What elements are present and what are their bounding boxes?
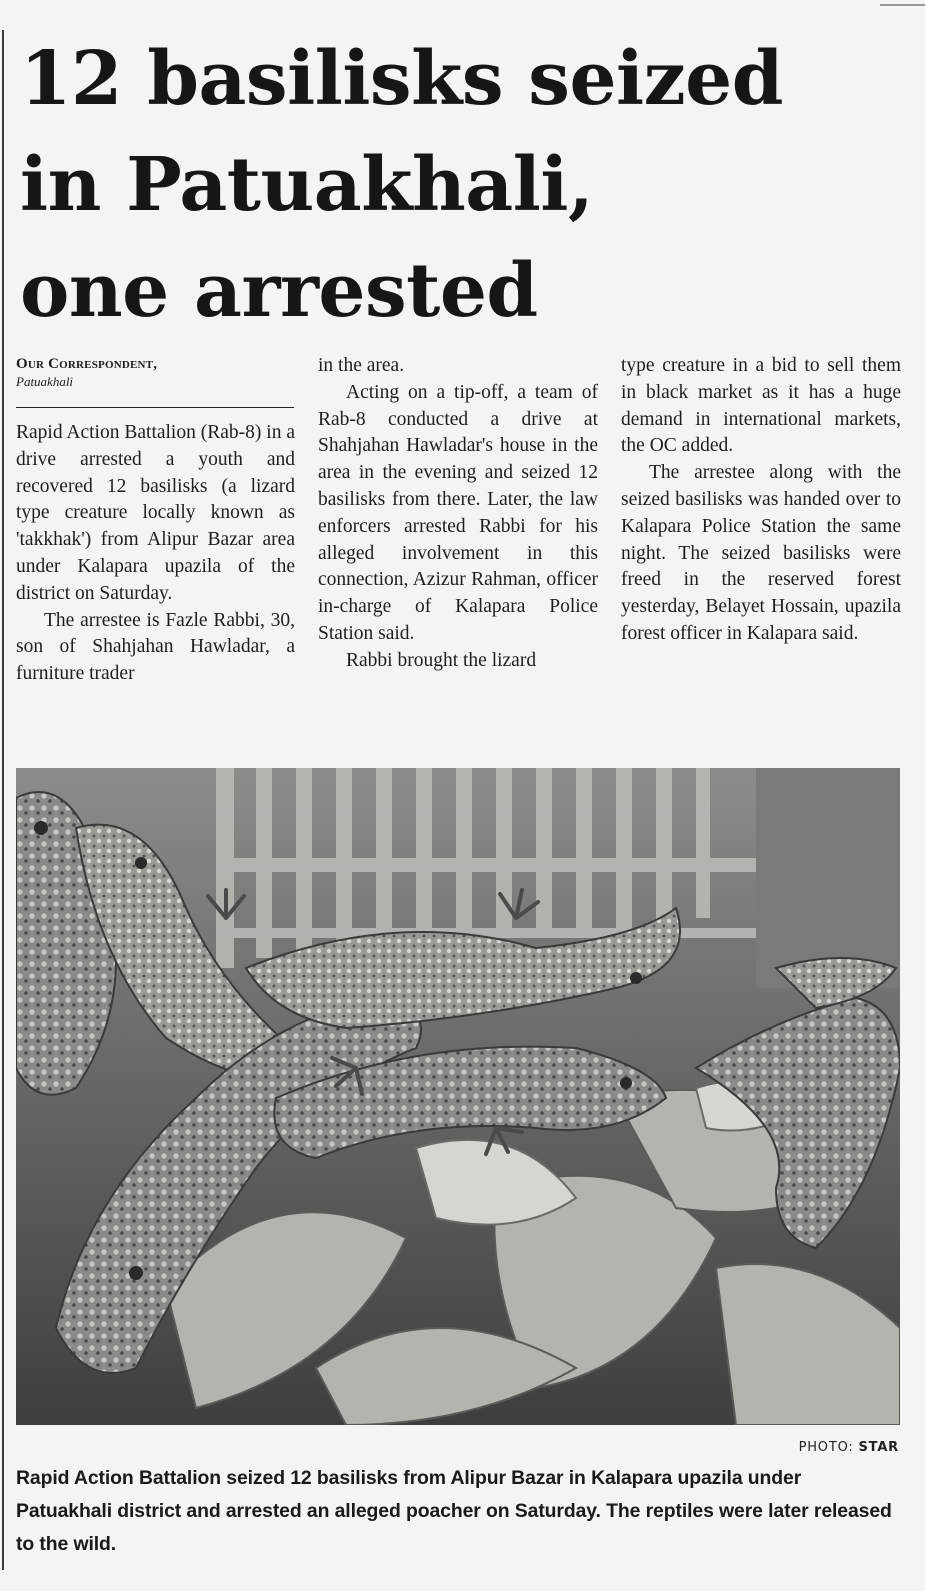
article-paragraph: Rapid Action Battalion (Rab-8) in a drive arrested a youth and recovered 12 basilisks (a lizard type creature locally known as 'takkhak') from Alipur Bazar area under Kalapara upazila of the district on Saturday.	[16, 422, 295, 604]
left-column-rule	[2, 30, 4, 1570]
byline	[16, 354, 294, 390]
article-column-1	[16, 420, 295, 688]
article-column-2	[318, 353, 598, 675]
basilisk-photo-illustration	[16, 768, 900, 1425]
article-paragraph: Rabbi brought the lizard	[346, 649, 537, 671]
article-paragraph: Acting on a tip-off, a team of Rab-8 conducted a drive at Shahjahan Hawladar's house in the area in the evening and seized 12 basilisks from there. Later, the law enforcers arrested Rabbi for his alleged involvement in this connection, Azizur Rahman, officer in-charge of Kalapara Police Station said.	[318, 381, 598, 644]
byline-author: Our Correspondent,	[16, 356, 158, 372]
photo-credit-label: PHOTO:	[798, 1440, 854, 1455]
headline-line: in Patuakhali,	[20, 142, 594, 228]
news-photo	[16, 768, 900, 1425]
headline-line: one arrested	[20, 248, 538, 334]
byline-divider	[16, 407, 294, 408]
top-edge-rule	[880, 4, 925, 6]
headline	[20, 26, 900, 344]
article-paragraph-continued: in the area.	[318, 355, 405, 376]
article-paragraph: The arrestee is Fazle Rabbi, 30, son of Shahjahan Hawladar, a furniture trader	[16, 609, 295, 685]
headline-line: 12 basilisks seized	[20, 36, 783, 122]
article-column-3	[621, 353, 901, 648]
photo-caption: Rapid Action Battalion seized 12 basilisks from Alipur Bazar in Kalapara upazila under Patuakhali district and arrested an alleged poacher on Saturday. The reptiles were later released to the wild.	[16, 1467, 892, 1555]
photo-credit	[799, 1440, 899, 1455]
photo-credit-source: STAR	[858, 1440, 899, 1455]
article-paragraph: The arrestee along with the seized basilisks was handed over to Kalapara Police Station the same night. The seized basilisks were freed in the reserved forest yesterday, Belayet Hossain, upazila forest officer in Kalapara said.	[621, 462, 901, 644]
article-paragraph-continued: type creature in a bid to sell them in black market as it has a huge demand in international markets, the OC added.	[621, 355, 901, 457]
byline-dateline: Patuakhali	[16, 374, 74, 389]
